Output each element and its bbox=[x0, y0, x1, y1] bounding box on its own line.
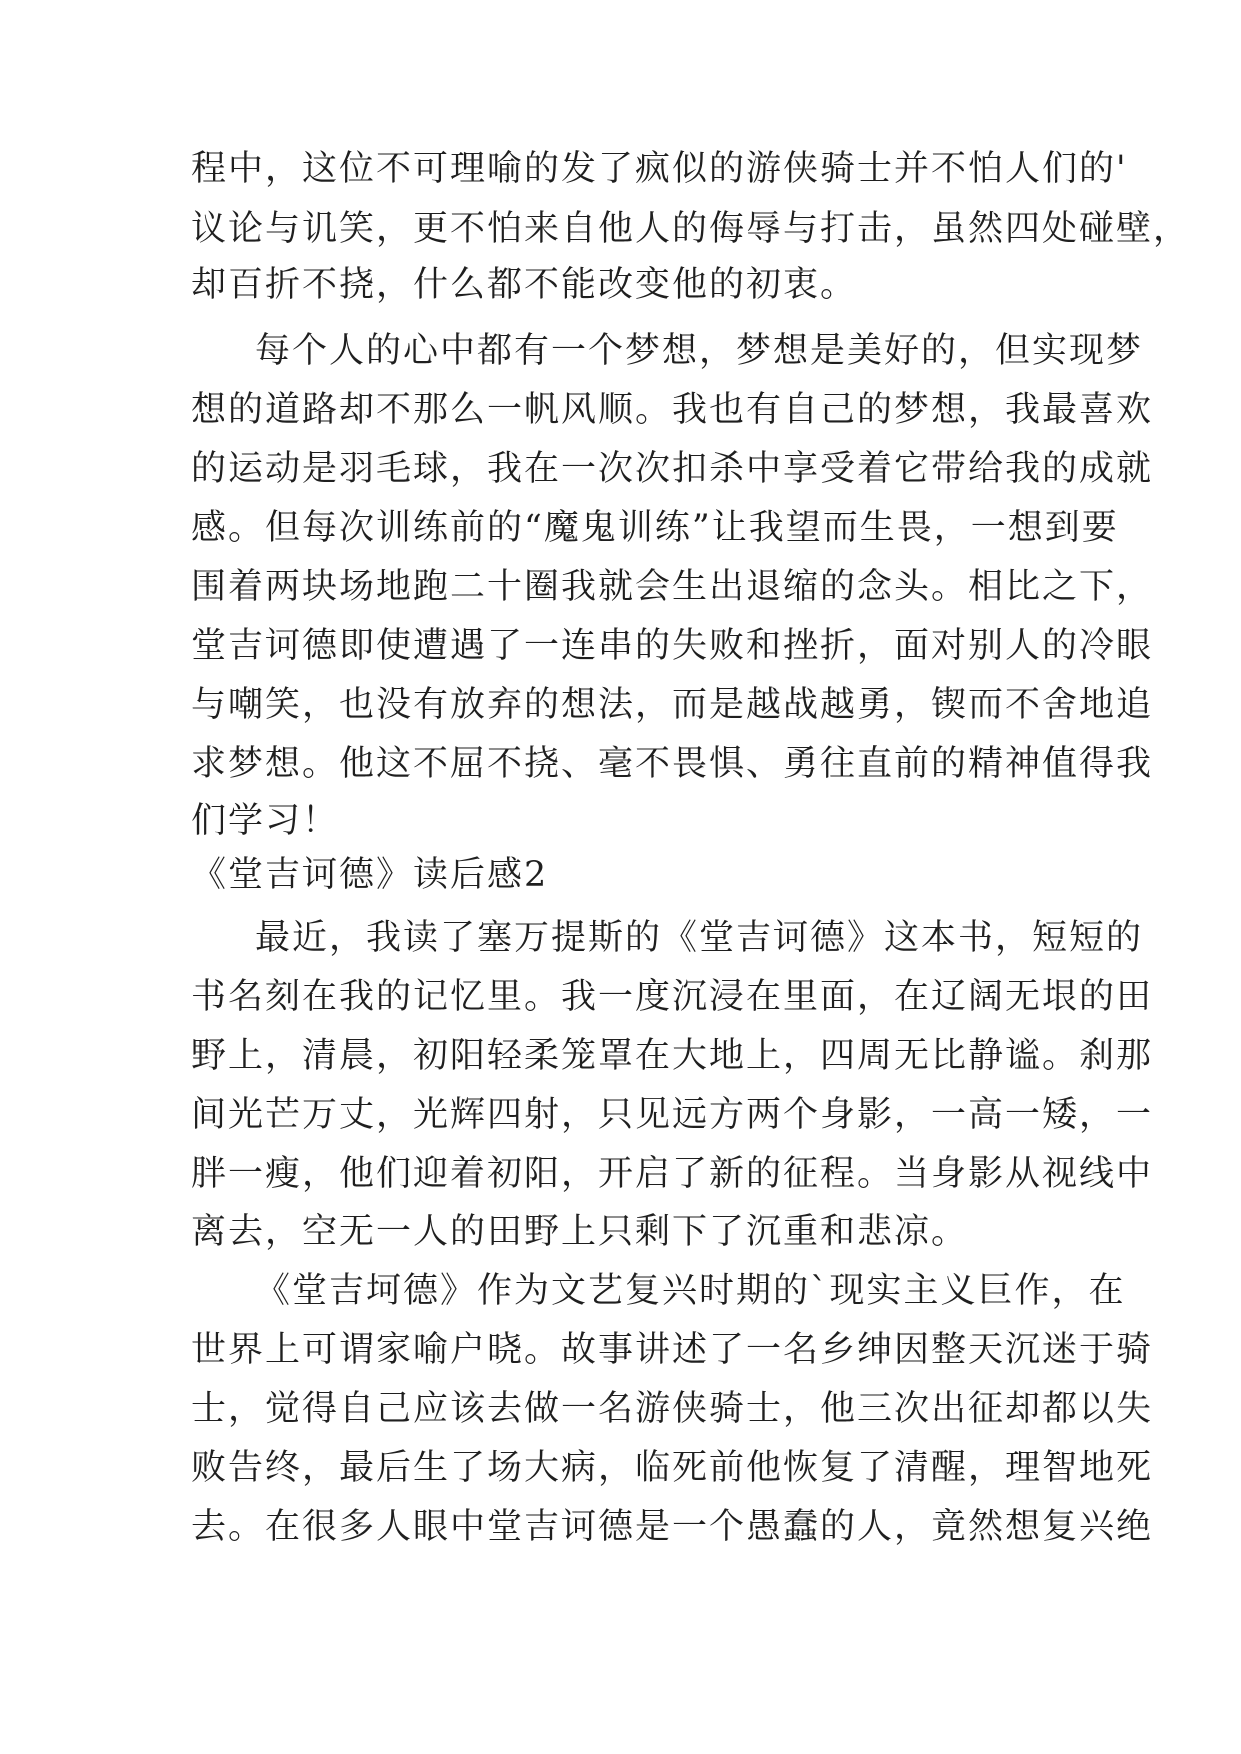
text-line: 野上，清晨，初阳轻柔笼罩在大地上，四周无比静谧。刹那 bbox=[191, 1036, 1154, 1076]
text-line: 的运动是羽毛球，我在一次次扣杀中享受着它带给我的成就 bbox=[191, 449, 1154, 489]
text-line: 围着两块场地跑二十圈我就会生出退缩的念头。相比之下， bbox=[191, 567, 1154, 607]
text-line: 程中，这位不可理喻的发了疯似的游侠骑士并不怕人们的' bbox=[191, 149, 1128, 189]
text-line: 议论与讥笑，更不怕来自他人的侮辱与打击，虽然四处碰壁， bbox=[191, 209, 1191, 249]
text-line: 书名刻在我的记忆里。我一度沉浸在里面，在辽阔无垠的田 bbox=[191, 977, 1154, 1017]
text-line: 士，觉得自己应该去做一名游侠骑士，他三次出征却都以失 bbox=[191, 1389, 1154, 1429]
text-line: 堂吉诃德即使遭遇了一连串的失败和挫折，面对别人的冷眼 bbox=[191, 626, 1154, 666]
text-line: 世界上可谓家喻户晓。故事讲述了一名乡绅因整天沉迷于骑 bbox=[191, 1330, 1154, 1370]
text-line: 却百折不挠，什么都不能改变他的初衷。 bbox=[191, 265, 858, 305]
text-line: 想的道路却不那么一帆风顺。我也有自己的梦想，我最喜欢 bbox=[191, 390, 1154, 430]
text-line: 求梦想。他这不屈不挠、毫不畏惧、勇往直前的精神值得我 bbox=[191, 744, 1154, 784]
section-heading: 《堂吉诃德》读后感2 bbox=[191, 855, 549, 895]
text-line: 感。但每次训练前的“魔鬼训练”让我望而生畏，一想到要 bbox=[191, 508, 1119, 548]
text-line: 间光芒万丈，光辉四射，只见远方两个身影，一高一矮，一 bbox=[191, 1095, 1154, 1135]
text-line: 胖一瘦，他们迎着初阳，开启了新的征程。当身影从视线中 bbox=[191, 1154, 1154, 1194]
text-line: 去。在很多人眼中堂吉诃德是一个愚蠢的人，竟然想复兴绝 bbox=[191, 1507, 1154, 1547]
paragraph-first-line: 最近，我读了塞万提斯的《堂吉诃德》这本书，短短的 bbox=[255, 918, 1144, 958]
text-line: 离去，空无一人的田野上只剩下了沉重和悲凉。 bbox=[191, 1212, 969, 1252]
paragraph-first-line: 每个人的心中都有一个梦想，梦想是美好的，但实现梦 bbox=[255, 331, 1144, 371]
text-line: 们学习！ bbox=[191, 801, 340, 841]
paragraph-first-line: 《堂吉坷德》作为文艺复兴时期的`现实主义巨作，在 bbox=[255, 1271, 1126, 1311]
text-line: 与嘲笑，也没有放弃的想法，而是越战越勇，锲而不舍地追 bbox=[191, 685, 1154, 725]
text-line: 败告终，最后生了场大病，临死前他恢复了清醒，理智地死 bbox=[191, 1448, 1154, 1488]
